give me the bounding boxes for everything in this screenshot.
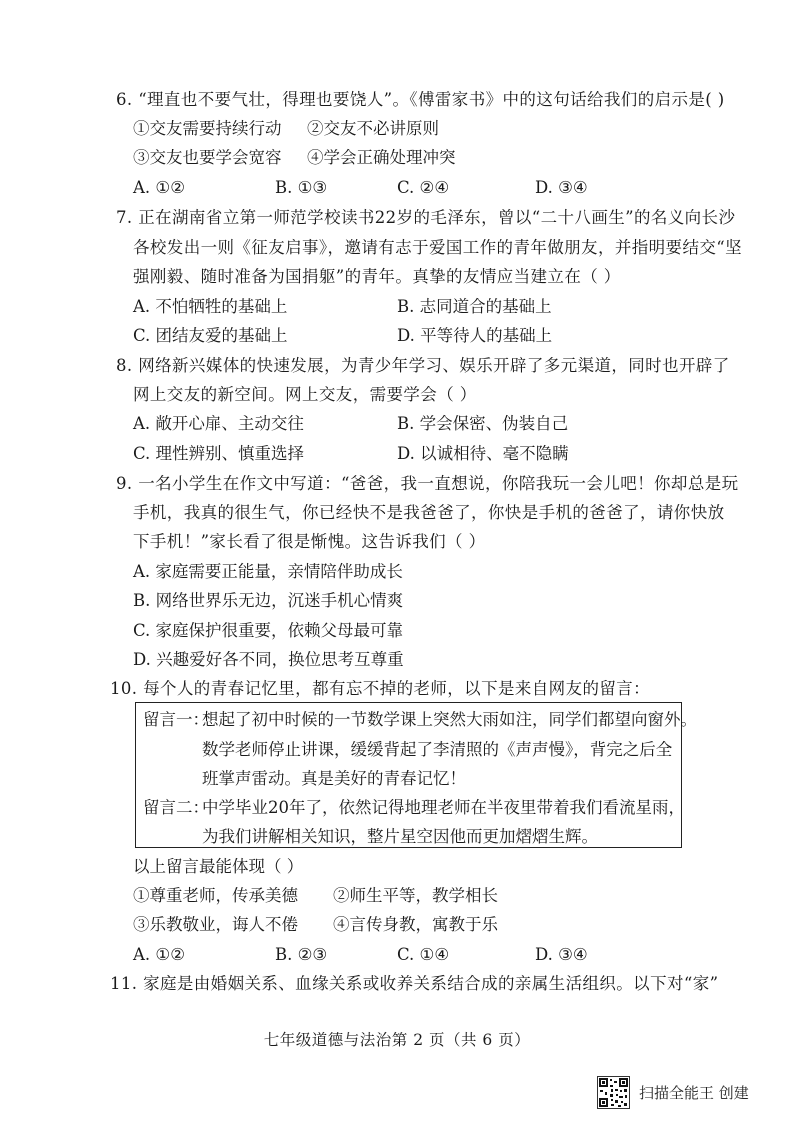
q10-item-2: ②师生平等，教学相长 (333, 886, 498, 905)
q8-option-a: A. 敞开心扉、主动交往 (133, 414, 304, 433)
page-footer-label: 七年级道德与法治第 2 页（共 6 页） (263, 1031, 531, 1049)
q7-stem-line-2: 各校发出一则《征友启事》，邀请有志于爱国工作的青年做朋友，并指明要结交“坚 (133, 238, 742, 257)
q9-option-a: A. 家庭需要正能量，亲情陪伴助成长 (133, 562, 403, 581)
q10-message-1-label: 留言一： (143, 710, 209, 729)
q10-option-b: B. ②③ (275, 945, 328, 964)
q10-prompt: 以上留言最能体现（ ） (133, 857, 304, 876)
q9-option-c: C. 家庭保护很重要，依赖父母最可靠 (133, 621, 404, 640)
q10-message-2-line-1: 中学毕业20年了，依然记得地理老师在半夜里带着我们看流星雨， (202, 798, 685, 817)
q6-item-2: ②交友不必讲原则 (307, 119, 439, 138)
q6-item-4: ④学会正确处理冲突 (307, 148, 456, 167)
q7-stem-line-3: 强刚毅、随时准备为国捐躯”的青年。真挚的友情应当建立在（ ） (133, 267, 621, 286)
q11-stem: 11. 家庭是由婚姻关系、血缘关系或收养关系结合成的亲属生活组织。以下对“家” (110, 974, 719, 993)
q8-option-d: D. 以诚相待、毫不隐瞒 (397, 444, 569, 463)
q9-option-b: B. 网络世界乐无边，沉迷手机心情爽 (133, 591, 404, 610)
q10-item-1: ①尊重老师，传承美德 (133, 886, 298, 905)
q8-stem-line-2: 网上交友的新空间。网上交友，需要学会（ ） (133, 385, 477, 404)
q9-stem-line-1: 9. 一名小学生在作文中写道：“爸爸，我一直想说，你陪我玩一会儿吧！你却总是玩 (116, 474, 739, 493)
q10-option-a: A. ①② (133, 945, 185, 964)
q9-option-d: D. 兴趣爱好各不同，换位思考互尊重 (133, 650, 404, 669)
q6-option-b: B. ①③ (275, 178, 328, 197)
q10-option-d: D. ③④ (535, 945, 588, 964)
q10-message-1-line-3: 班掌声雷动。真是美好的青春记忆！ (202, 769, 466, 788)
q9-stem-line-2: 手机，我真的很生气，你已经快不是我爸爸了，你快是手机的爸爸了，请你快放 (133, 503, 725, 522)
q10-message-1-line-2: 数学老师停止讲课，缓缓背起了李清照的《声声慢》，背完之后全 (202, 740, 673, 759)
q10-message-1-line-1: 想起了初中时候的一节数学课上突然大雨如注，同学们都望向窗外。 (202, 710, 697, 729)
q8-stem-line-1: 8. 网络新兴媒体的快速发展，为青少年学习、娱乐开辟了多元渠道，同时也开辟了 (116, 356, 730, 375)
q6-item-3: ③交友也要学会宽容 (133, 148, 282, 167)
q6-option-d: D. ③④ (535, 178, 588, 197)
q10-option-c: C. ①④ (397, 945, 450, 964)
q7-option-c: C. 团结友爱的基础上 (133, 326, 288, 345)
q6-option-c: C. ②④ (397, 178, 450, 197)
q7-option-a: A. 不怕牺牲的基础上 (133, 297, 288, 316)
q6-option-a: A. ①② (133, 178, 185, 197)
qr-code-icon (597, 1076, 630, 1109)
q10-item-4: ④言传身教，寓教于乐 (333, 915, 498, 934)
q7-option-b: B. 志同道合的基础上 (397, 297, 552, 316)
q6-item-1: ①交友需要持续行动 (133, 119, 282, 138)
q8-option-c: C. 理性辨别、慎重选择 (133, 444, 305, 463)
scanner-brand-label: 扫描全能王 创建 (639, 1084, 749, 1102)
q6-stem: 6. “理直也不要气壮，得理也要饶人”。《傅雷家书》中的这句话给我们的启示是( ) (116, 90, 725, 109)
q7-stem-line-1: 7. 正在湖南省立第一师范学校读书22岁的毛泽东，曾以“二十八画生”的名义向长沙 (116, 208, 736, 227)
q10-item-3: ③乐教敬业，诲人不倦 (133, 915, 298, 934)
q10-message-2-label: 留言二： (143, 798, 209, 817)
q7-option-d: D. 平等待人的基础上 (397, 326, 553, 345)
q8-option-b: B. 学会保密、伪装自己 (397, 414, 569, 433)
q9-stem-line-3: 下手机！”家长看了很是惭愧。这告诉我们（ ） (133, 532, 486, 551)
q10-message-2-line-2: 为我们讲解相关知识，整片星空因他而更加熠熠生辉。 (202, 827, 598, 846)
q10-stem: 10. 每个人的青春记忆里，都有忘不掉的老师，以下是来自网友的留言： (110, 679, 651, 698)
